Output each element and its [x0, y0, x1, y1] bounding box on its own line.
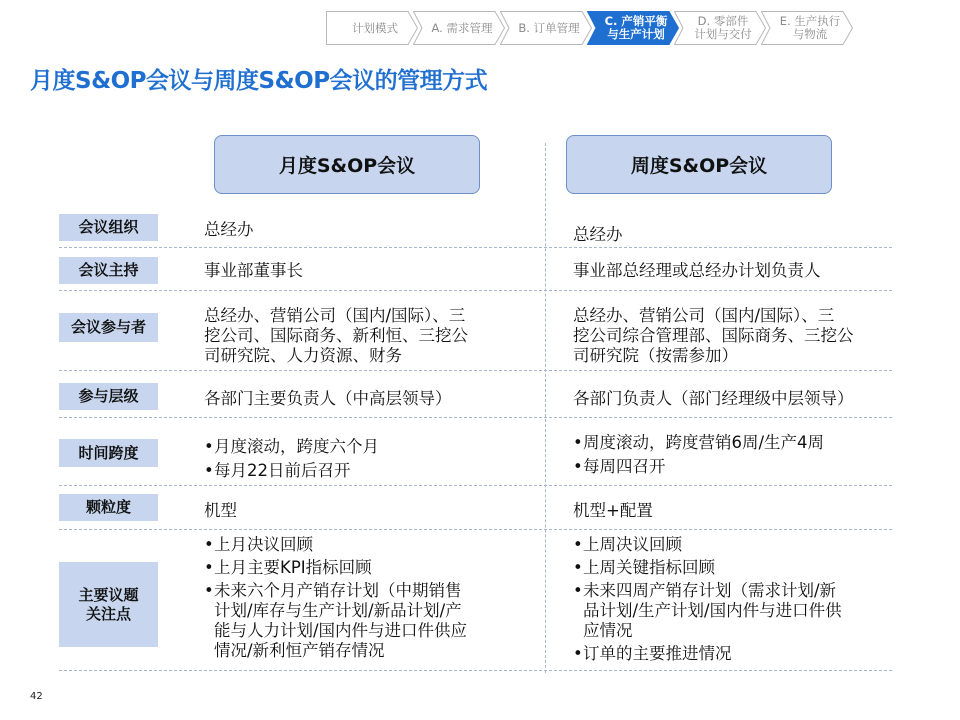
column-divider: [545, 143, 546, 673]
monthly-org: 总经办: [204, 220, 254, 239]
process-breadcrumb: [326, 11, 856, 45]
weekly-participants: [573, 306, 854, 366]
breadcrumb-step[interactable]: [413, 11, 505, 45]
bullet-item: • 月度滚动，跨度六个月: [204, 435, 379, 459]
row-divider: [59, 247, 892, 248]
breadcrumb-label: 计划模式: [352, 20, 398, 35]
text-line: 司研究院、人力资源、财务: [204, 346, 402, 365]
bullet-item: • 上周关键指标回顾: [573, 558, 842, 578]
monthly-level: 各部门主要负责人（中高层领导）: [204, 389, 452, 408]
text-line: 司研究院（按需参加）: [573, 346, 738, 365]
row-label-granularity: 颗粒度: [59, 494, 158, 521]
weekly-level: 各部门负责人（部门经理级中层领导）: [573, 389, 854, 408]
weekly-host: 事业部总经理或总经办计划负责人: [573, 261, 821, 280]
text-line: 计划/库存与生产计划/新品计划/产: [214, 601, 462, 620]
row-divider: [59, 290, 892, 291]
text-line: 能与人力计划/国内件与进口件供应: [214, 621, 468, 640]
weekly-topics: [573, 535, 842, 664]
monthly-topics: [204, 535, 467, 661]
page-number: 42: [30, 691, 43, 702]
monthly-horizon: [204, 435, 379, 483]
breadcrumb-step[interactable]: [674, 11, 766, 45]
breadcrumb-step[interactable]: [587, 11, 679, 45]
text-line: 挖公司、国际商务、新利恒、三挖公: [204, 326, 468, 345]
row-label-level: 参与层级: [59, 383, 158, 410]
row-label-topics: 主要议题 关注点: [59, 562, 158, 647]
bullet-item: • 未来六个月产销存计划（中期销售: [204, 581, 467, 601]
text-line: 总经办、营销公司（国内/国际）、三: [204, 306, 466, 325]
breadcrumb-step[interactable]: [326, 11, 418, 45]
bullet-item: • 周度滚动，跨度营销6周/生产4周: [573, 431, 824, 455]
page-title: 月度S&OP会议与周度S&OP会议的管理方式: [30, 68, 488, 94]
bullet-item: • 未来四周产销存计划（需求计划/新: [573, 581, 842, 601]
row-divider: [59, 417, 892, 418]
text-line: 总经办、营销公司（国内/国际）、三: [573, 306, 835, 325]
bullet-item: • 每月22日前后召开: [204, 459, 379, 483]
weekly-granularity: 机型+配置: [573, 501, 653, 520]
breadcrumb-label: A. 需求管理: [431, 20, 493, 35]
text-line: 应情况: [583, 621, 633, 640]
row-divider: [59, 529, 892, 530]
breadcrumb-label: E. 生产执行 与物流: [779, 14, 841, 41]
row-label-org: 会议组织: [59, 214, 158, 241]
bullet-item: • 上周决议回顾: [573, 535, 842, 555]
row-label-participants: 会议参与者: [59, 313, 158, 342]
monthly-granularity: 机型: [204, 501, 237, 520]
bullet-item: • 上月主要KPI指标回顾: [204, 558, 467, 578]
breadcrumb-label: D. 零部件 计划与交付: [694, 14, 752, 41]
row-label-horizon: 时间跨度: [59, 439, 158, 467]
text-line: 情况/新利恒产销存情况: [214, 641, 385, 660]
text-line: 挖公司综合管理部、国际商务、三挖公: [573, 326, 854, 345]
monthly-host: 事业部董事长: [204, 261, 303, 280]
row-divider: [59, 670, 892, 671]
bullet-item: • 订单的主要推进情况: [573, 644, 842, 664]
weekly-org: 总经办: [573, 225, 623, 244]
weekly-column-header: 周度S&OP会议: [566, 135, 832, 194]
bullet-item: • 每周四召开: [573, 455, 824, 479]
monthly-column-header: 月度S&OP会议: [214, 135, 480, 194]
breadcrumb-label: C. 产销平衡 与生产计划: [604, 14, 668, 41]
breadcrumb-label: B. 订单管理: [518, 20, 580, 35]
row-label-host: 会议主持: [59, 257, 158, 284]
text-line: 品计划/生产计划/国内件与进口件供: [583, 601, 842, 620]
breadcrumb-step[interactable]: [761, 11, 853, 45]
row-divider: [59, 485, 892, 486]
breadcrumb-step[interactable]: [500, 11, 592, 45]
row-divider: [59, 370, 892, 371]
weekly-horizon: [573, 431, 824, 479]
bullet-item: • 上月决议回顾: [204, 535, 467, 555]
monthly-participants: [204, 306, 468, 366]
